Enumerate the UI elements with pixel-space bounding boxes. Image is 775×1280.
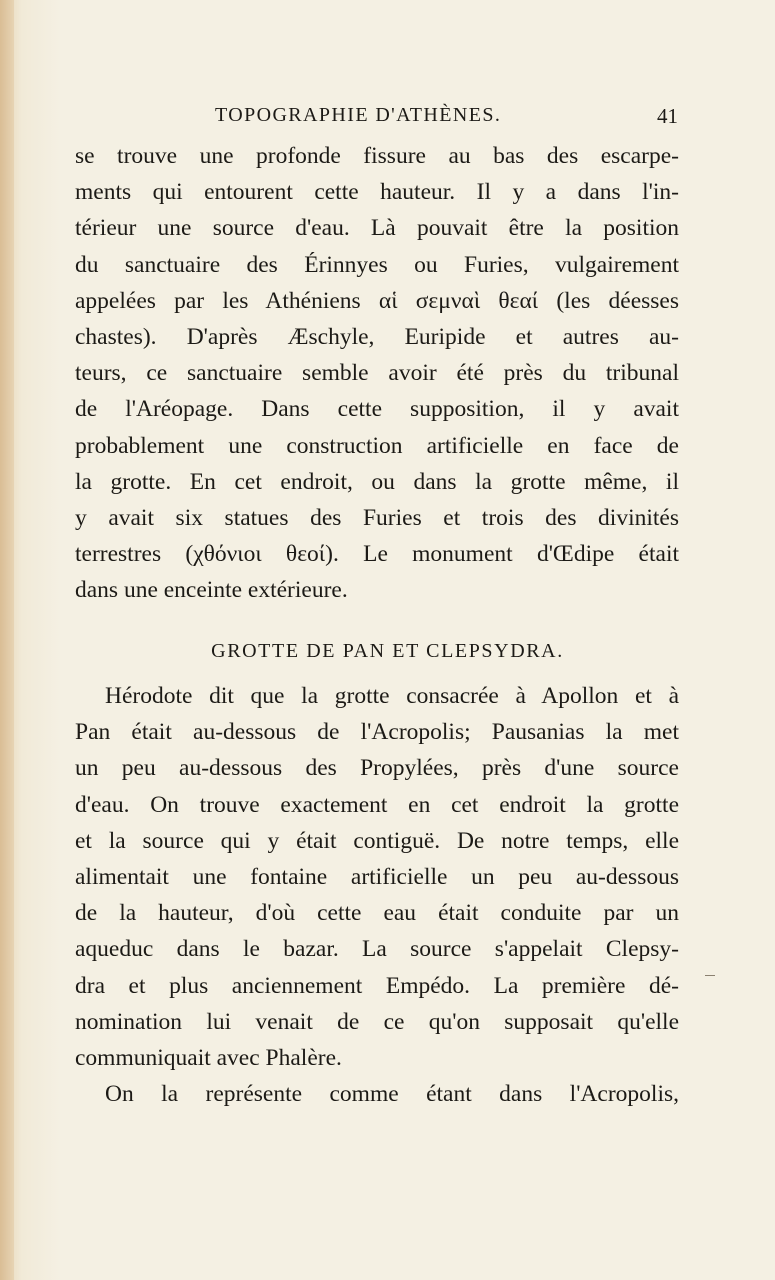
text-line: y avait six statues des Furies et trois des divinités xyxy=(75,504,679,531)
page-number: 41 xyxy=(657,104,678,128)
text-line: nomination lui venait de ce qu'on supposait qu'elle xyxy=(75,1008,679,1035)
running-title: TOPOGRAPHIE D'ATHÈNES. xyxy=(215,104,502,126)
text-line: térieur une source d'eau. Là pouvait être la position xyxy=(75,215,679,242)
margin-mark xyxy=(705,975,715,976)
text-line: communiquait avec Phalère. xyxy=(75,1044,342,1071)
text-line: teurs, ce sanctuaire semble avoir été près du tribunal xyxy=(75,360,679,387)
text-line: aqueduc dans le bazar. La source s'appelait Clepsy- xyxy=(75,936,679,963)
paragraph-grotte-de-pan xyxy=(75,678,679,1112)
text-line: chastes). D'après Æschyle, Euripide et autres au- xyxy=(75,323,679,350)
text-line: Hérodote dit que la grotte consacrée à Apollon et à xyxy=(105,683,679,709)
text-line: On la représente comme étant dans l'Acropolis, xyxy=(105,1081,679,1108)
text-line: du sanctuaire des Érinnyes ou Furies, vulgairement xyxy=(75,251,679,278)
text-line: appelées par les Athéniens αἱ σεμναὶ θεαί (les déesses xyxy=(75,287,679,314)
running-head xyxy=(0,104,775,130)
section-heading: GROTTE DE PAN ET CLEPSYDRA. xyxy=(211,640,564,662)
text-line: la grotte. En cet endroit, ou dans la grotte même, il xyxy=(75,468,679,495)
text-line: ments qui entourent cette hauteur. Il y a dans l'in- xyxy=(75,179,679,206)
text-line: Pan était au-dessous de l'Acropolis; Pausanias la met xyxy=(75,719,679,746)
text-line: alimentait une fontaine artificielle un peu au-dessous xyxy=(75,863,679,890)
text-line: dans une enceinte extérieure. xyxy=(75,577,348,604)
paragraph-erinnyes xyxy=(75,138,679,608)
text-line: d'eau. On trouve exactement en cet endroit la grotte xyxy=(75,791,679,818)
text-line: probablement une construction artificielle en face de xyxy=(75,432,679,459)
text-line: de la hauteur, d'où cette eau était conduite par un xyxy=(75,900,679,927)
text-line: terrestres (χθόνιοι θεοί). Le monument d'Œdipe était xyxy=(75,541,679,568)
text-line: et la source qui y était contiguë. De notre temps, elle xyxy=(75,827,679,854)
text-line: un peu au-dessous des Propylées, près d'une source xyxy=(75,755,679,782)
text-line: se trouve une profonde fissure au bas des escarpe- xyxy=(75,143,679,169)
text-line: dra et plus anciennement Empédo. La première dé- xyxy=(75,972,679,999)
text-line: de l'Aréopage. Dans cette supposition, il y avait xyxy=(75,396,679,423)
